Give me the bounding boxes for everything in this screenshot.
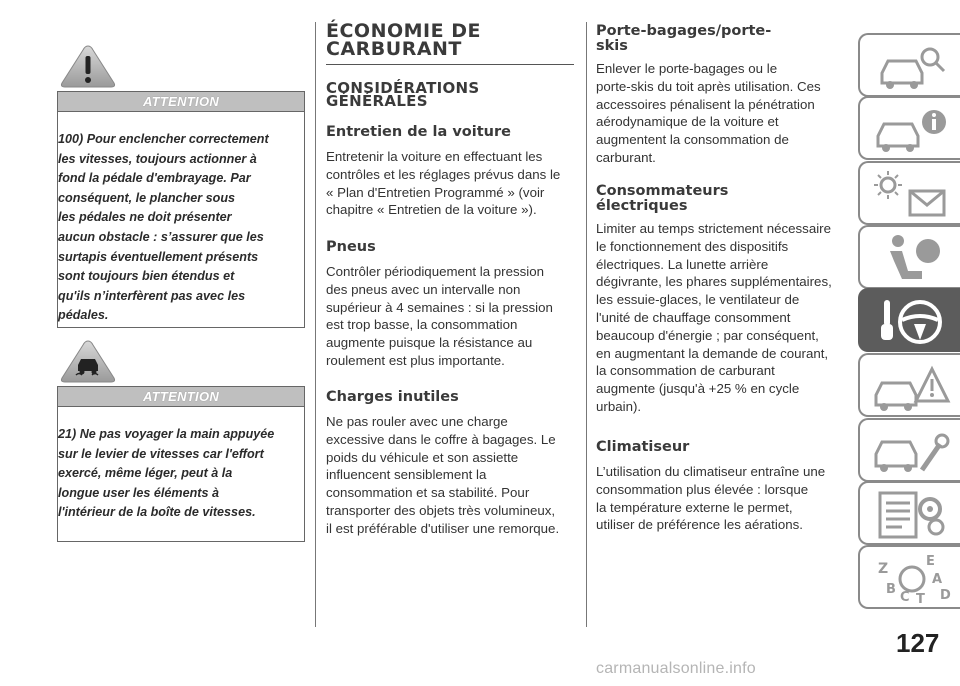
heading-line: skis	[596, 38, 628, 54]
text-line: exercé, même léger, peut à la	[58, 466, 233, 481]
text-line: augmente puisque la résistance au	[326, 335, 533, 351]
text-line: 21) Ne pas voyager la main appuyée	[58, 427, 275, 441]
section-text	[596, 60, 846, 167]
section-subtitle	[326, 79, 574, 110]
text-line: des pneus avec un intervalle non	[326, 281, 521, 297]
warning-box-2	[57, 386, 305, 542]
car-info-icon	[870, 102, 956, 158]
car-search-icon	[870, 39, 956, 95]
section-heading	[596, 440, 846, 455]
text-line: urbain).	[596, 398, 642, 414]
text-line: poids du véhicule et son assiette	[326, 449, 519, 465]
page-title-line: CARBURANT	[326, 38, 462, 60]
warning-item-100	[58, 130, 298, 326]
text-line: utiliser de préférence les aérations.	[596, 517, 803, 533]
text-line: carburant.	[596, 149, 656, 165]
text-line: Ne pas rouler avec une charge	[326, 414, 508, 429]
chapter-tab[interactable]	[858, 353, 960, 417]
text-line: les pédales ne doit présenter	[58, 210, 232, 225]
steering-wheel-key-icon	[870, 294, 956, 350]
svg-text:A: A	[932, 572, 943, 587]
column-divider	[586, 22, 587, 627]
chapter-tab[interactable]	[858, 418, 960, 482]
alphabetical-index-icon	[870, 551, 956, 607]
text-line: pédales.	[58, 308, 109, 323]
svg-text:E: E	[926, 554, 935, 569]
chapter-tab[interactable]	[858, 481, 960, 545]
text-line: consommation plus élevée : lorsque	[596, 481, 809, 497]
text-line: les essuie-glaces, le ventilateur de	[596, 292, 800, 308]
specifications-list-icon	[870, 487, 956, 543]
warning-item-21	[58, 425, 298, 523]
warning-text	[58, 407, 304, 541]
text-line: transporter des objets très volumineux,	[326, 502, 556, 518]
text-line: électriques. La lunette arrière	[596, 256, 769, 272]
text-line: « Plan d'Entretien Programmé » (voir	[326, 184, 545, 200]
airbag-seat-icon	[870, 231, 956, 287]
chapter-tab[interactable]	[858, 545, 960, 609]
text-line: sont toujours bien étendus et	[58, 269, 235, 284]
text-line: est trop basse, la consommation	[326, 317, 518, 333]
svg-text:D: D	[940, 588, 951, 603]
text-line: aérodynamique de la voiture et	[596, 114, 779, 130]
text-line: les vitesses, toujours actionner à	[58, 151, 257, 166]
text-line: Enlever le porte-bagages ou le	[596, 61, 778, 76]
text-line: augmente (jusqu'à +25 % en cycle	[596, 381, 800, 397]
heading-line: Climatiseur	[596, 439, 690, 455]
text-line: supérieur à 4 semaines : si la pression	[326, 299, 553, 315]
chapter-tab[interactable]	[858, 96, 960, 160]
car-tools-icon	[870, 424, 956, 480]
section-text	[326, 263, 574, 370]
text-line: roulement est plus importante.	[326, 352, 505, 368]
text-line: Contrôler périodiquement la pression	[326, 264, 545, 279]
section-text	[326, 148, 574, 219]
svg-text:C: C	[900, 590, 910, 605]
car-breakdown-icon	[870, 359, 956, 415]
page-number: 127	[896, 628, 940, 658]
warning-lights-message-icon	[870, 167, 956, 223]
section-tyres	[326, 240, 574, 370]
text-line: excessive dans le coffre à bagages. Le	[326, 431, 556, 447]
text-line: l'unité de chauffage consomment	[596, 309, 791, 325]
subtitle-line: GÉNÉRALES	[326, 92, 428, 110]
section-heading	[596, 24, 846, 54]
section-text	[326, 413, 574, 538]
chapter-tab[interactable]	[858, 288, 960, 352]
watermark: carmanualsonline.info	[596, 660, 756, 677]
text-line: accessoires pénalisent la pénétration	[596, 96, 815, 112]
section-heading: Entretien de la voiture	[326, 124, 511, 140]
chapter-tab[interactable]	[858, 33, 960, 97]
svg-text:T: T	[916, 592, 925, 607]
car-skid-triangle-icon	[57, 337, 119, 385]
text-line: consommation et sa stabilité. Pour	[326, 485, 530, 501]
text-line: l'intérieur de la boîte de vitesses.	[58, 505, 256, 520]
text-line: contrôles et les réglages prévus dans le	[326, 166, 561, 182]
section-vehicle-maintenance	[326, 125, 574, 219]
svg-text:Z: Z	[878, 561, 889, 577]
section-roof-rack	[596, 24, 846, 167]
section-text	[596, 220, 846, 416]
page-title-line: ÉCONOMIE DE	[326, 20, 481, 42]
warning-text	[58, 112, 304, 327]
subtitle-line: CONSIDÉRATIONS	[326, 79, 480, 97]
text-line: longue user les éléments à	[58, 485, 219, 500]
warning-title: ATTENTION	[58, 92, 304, 112]
text-line: influencent sensiblement la	[326, 467, 487, 483]
text-line: la température externe le permet,	[596, 499, 793, 515]
text-line: conséquent, le plancher sous	[58, 190, 236, 205]
text-line: il est préférable d'utiliser une remorque.	[326, 520, 560, 536]
section-heading	[596, 184, 846, 214]
text-line: fond la pédale d'embrayage. Par	[58, 171, 251, 186]
section-electrical-consumers	[596, 184, 846, 416]
text-line: dégivrante, les phares supplémentaires,	[596, 274, 832, 290]
text-line: beaucoup d'énergie ; par conséquent,	[596, 327, 819, 343]
chapter-tab[interactable]	[858, 225, 960, 289]
text-line: 100) Pour enclencher correctement	[58, 132, 269, 146]
section-unnecessary-loads	[326, 390, 574, 538]
heading-line: Consommateurs	[596, 183, 729, 199]
exclamation-triangle-icon	[57, 42, 119, 90]
text-line: Entretenir la voiture en effectuant les	[326, 149, 543, 164]
section-text	[596, 463, 846, 534]
heading-line: électriques	[596, 198, 688, 214]
text-line: qu'ils n’interfèrent pas avec les	[58, 288, 246, 303]
text-line: en augmentant la demande de courant,	[596, 345, 829, 361]
section-heading: Pneus	[326, 239, 376, 255]
text-line: le fonctionnement des dispositifs	[596, 238, 789, 254]
text-line: sur le levier de vitesses car l'effort	[58, 446, 264, 461]
page-title	[326, 22, 574, 65]
heading-line: Porte-bagages/porte-	[596, 23, 772, 39]
section-air-conditioner	[596, 440, 846, 534]
warning-title: ATTENTION	[58, 387, 304, 407]
text-line: porte-skis du toit après utilisation. Ces	[596, 78, 821, 94]
text-line: chapitre « Entretien de la voiture »).	[326, 202, 537, 218]
text-line: surtapis éventuellement présents	[58, 249, 259, 264]
text-line: L’utilisation du climatiseur entraîne une	[596, 464, 826, 479]
text-line: Limiter au temps strictement nécessaire	[596, 221, 832, 236]
text-line: augmentent la consommation de	[596, 132, 789, 148]
text-line: aucun obstacle : s’assurer que les	[58, 229, 264, 244]
chapter-tab[interactable]	[858, 161, 960, 225]
svg-text:B: B	[886, 582, 896, 597]
column-divider	[315, 22, 316, 627]
section-heading: Charges inutiles	[326, 389, 459, 405]
text-line: la consommation de carburant	[596, 363, 775, 379]
warning-box-1	[57, 91, 305, 328]
